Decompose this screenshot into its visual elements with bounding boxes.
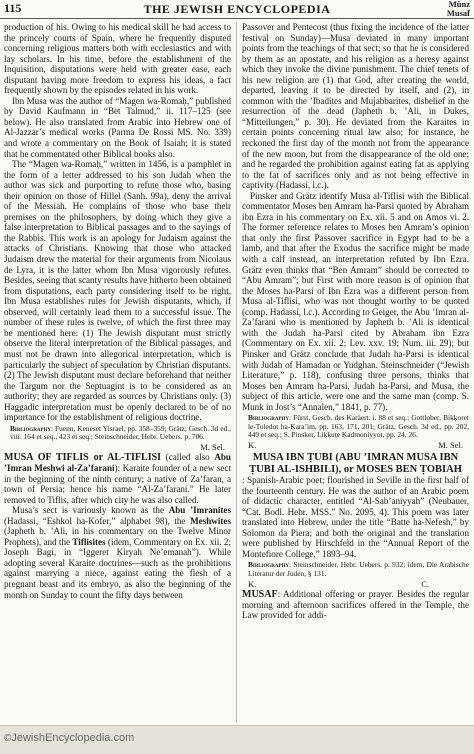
text-run: (Hadassi, “Eshkol ha-Kofer,” alphabet 98), the (4, 515, 191, 526)
keyword-first: Mūnz (448, 0, 470, 9)
bibliography (242, 561, 469, 578)
author-initial: K. (248, 440, 257, 451)
page-header (0, 0, 474, 19)
paragraph: Passover and Pentecost (thus fixing the incidence of the latter festival on Sunday)—Musa deviated in many important points from the teachings of that sect; so that he is considered by them as an apostate, and his religion as a heresy against which they invoke the divine punishment. The chief tenets of his new religion are (1) that God, after creating the world, departed, leaving it to be directed by itself, and (2), in common with the ’Ibadites and Mujabbarites, disbelief in the resurrection of the dead (Japheth b. ’Ali, in Dukes, “Mitteilungen,” p. 30). He deviated from the Karaites in certain points concerning ritual law also; for instance, he reckoned the first day of the month not from the appearance of the new moon, but from the disappearance of the old one; and he regarded the prohibition against eating fat as applying to the fat of sacrifices only and as not being effective in captivity (Hadassi, l.c.). (242, 22, 469, 191)
bibliography (4, 425, 231, 442)
running-title: THE JEWISH ENCYCLOPEDIA (143, 2, 331, 16)
author-signature (242, 579, 429, 589)
copyright-icon: © (4, 733, 12, 744)
entry-headword-musa-ibn-tubi: MUSA IBN ṬUBI (ABU ’IMRAN MUSA IBN ṬUBI AL-ISHBILI), or MOSES BEN ṬOBIAH (249, 452, 462, 475)
sect-name: Tiflisites (72, 536, 106, 547)
text-run: (Japheth b. ’Ali, in his commentary on the Twelve Minor Prophets), and the (4, 526, 231, 547)
footer-watermark[interactable] (4, 732, 134, 744)
keyword-last: Musaf (446, 8, 470, 18)
bibliography-label: Bibliography (248, 413, 290, 423)
author-name: M. Sel. (438, 440, 463, 451)
bibliography (242, 414, 469, 440)
right-column (242, 22, 469, 722)
page-number: 115 (4, 1, 22, 15)
author-signature (242, 440, 463, 450)
bibliography-text: : Fürst, Gesch. des Karäert. i. 88 et seq.; Gottlober, Biḳḳoret le-Toledot ha-Ḳara’im, pp. 163, 171, 201; Grätz, Gesch. 3d ed., pp. 202, 449 et seq.; S. Pinsker, Liḳḳuṭe Ḳadmoniyyot, pp. 24, 26. (248, 413, 469, 440)
sect-name: Abu ’Imranites (168, 505, 231, 516)
entry-headword: MUSAF (242, 588, 278, 600)
left-column (4, 22, 231, 722)
paragraph: : Spanish-Arabic poet; flourished in Seville in the first half of the fourteenth century. He was the author of an Arabic poem of didactic character, entitled “Al-Sab’aniyyah” (Neubauer, “Cat. Bodl. Hebr. MSS.” No. 2095, 4). This poem was later translated into Hebrew, under the title “Batte ha-Nefesh,” by Solomon da Piera; and both the original and the translation were published by Hirschfeld in the “Annual Report of the Montefiore College,” 1893–94. (242, 475, 469, 559)
author-name: C. (421, 578, 429, 589)
site-name: JewishEncyclopedia.com (11, 732, 135, 744)
text-run: Musa’s sect is variously known as the (12, 505, 169, 516)
paragraph: Pinsker and Grätz identify Musa al-Tiflisi with the Biblical commentator Moses ben Amram ha-Parsi quoted by Abraham ibn Ezra in his commentary on Ex. xii. 5 and on Amos vi. 2. The former reference relates to Moses ben Amram’s opinion that only the first Passover sacrifice in Egypt had to be a lamb, and that after the Exodus the sacrifice might be made with a calf instead, an interpretation refuted by Ibn Ezra. Grätz even thinks that “Ben Amram” should be corrected to “Abu Amram”; but First with more reason is of opinion that the Moses ha-Parsi of Ibn Ezra was a different person from Musa al-Tiflisi, who was not thought worthy to be quoted (comp. Hadassi, l.c.). According to Geiger, the Abu ’Imran al-Za’farani who is mentioned by Japheth b. ’Ali is identical with the Judah ha-Parsi cited by Abraham ibn Ezra (Commentary on Ex. xii. 2; Lev. xxv. 19; Num. iii. 29); but Pinsker and Grätz conclude that Judah ha-Parsi is identical with Judah of Hamadan or Yudghan. Steinschneider (“Jewish Literature,” p. 118), confusing three persons, thinks that Moses ben Amram ha-Parsi, Judah ha-Parsi, and Musa, the subject of this article, were one and the same man (comp. S. Munk in Jost’s “Annalen,” 1841, p. 77). (242, 190, 469, 412)
paragraph: Ibn Musa was the author of “Magen wa-Romaḥ,” published by David Kaufmann in “Bet Talmud,” ii. 117–125 (see below). He also translated from Arabic into Hebrew one of Al-Jazzar’s medical works (Parma De Rossi MS. No. 339) and wrote a commentary on the Book of Isaiah; it is stated that he commentated other Biblical books also. (4, 95, 231, 159)
author-initial: K. (248, 578, 257, 589)
paragraph: production of his. Owing to his medical skill he had access to the princely courts of Spain, where he frequently disputed concerning religious matters both with ecclesiastics and with lay scholars. In his time, before the establishment of the Inquisition, disputations were held with greater ease, each disputant having more freedom to express his ideas, a fact frequently shown by the episodes related in his work. (4, 22, 231, 96)
bibliography-text: : Steinschneider, Hebr. Uebers. p. 932; idem, Die Arabische Literatur der Juden, § 131. (248, 560, 469, 578)
entry-alt-name: Abu ’Imran Meshwi al-Za’farani (4, 451, 231, 473)
author-signature: M. Sel. (200, 441, 225, 452)
entry-text: : Additional offering or prayer. Besides the regular morning and afternoon sacrifices offered in the Temple, the Law provided for addi- (242, 588, 469, 621)
bibliography-label: Bibliography (248, 560, 290, 570)
bibliography-text: : Fuenn, Keneset Yisrael, pp. 358–359; Grätz, Gesch. 3d ed., viii. 164 et seq., 423 et seq.; Steinschneider, Hebr. Uebers. p. 706. (10, 423, 231, 442)
entry-musaf (242, 589, 469, 621)
column-divider (236, 22, 237, 722)
bibliography-label: Bibliography (10, 423, 52, 433)
entry-text: (called also (161, 451, 215, 462)
sect-name: Meshwites (190, 515, 231, 526)
footer-bar (0, 725, 474, 754)
running-keywords (447, 0, 470, 18)
paragraph: The “Magen wa-Romaḥ,” written in 1456, is a pamphlet in the form of a letter addressed to his son Judah when the author was sick and purporting to refute those who, basing their opinion on those of Hillel (Sanh. 99a), deny the arrival of the Messiah. He complains of those who base their premises on the philosophers, by doing which they give a false interpretation to Biblical passages and to the sayings of the Rabbis. This work is an apology for Judaism against the attacks of Christians. Knowing that those who attacked Judaism drew the material for their arguments from Nicolaus de Lyra, it is the latter whom Ibn Musa vigorously refutes. Besides, seeing that scanty results have hitherto been obtained from disputations, each party considering itself to be right, Ibn Musa establishes rules for Jewish disputants, which, if observed, will certainly lead them to a successful issue. The number of these rules is twelve, of which the first three may be mentioned here: (1) The Jewish disputant must strictly observe the literal interpretation of the Biblical passages, and must not be drawn into allegorical interpretation, which is particularly the subject of speculation by Christian disputants. (2) The Jewish disputant must declare beforehand that neither the Targum nor the Septuagint is to be considered as an authority; they are regarded as sources by Christians only. (3) Haggadic interpretation must be openly declared to be of no importance for the establishment of religious doctrine. (4, 159, 231, 423)
text-run: (idem, Commentary on Ex. xii. 2; Joseph Bagi, in “Iggeret Ḳiryah Ne’emanah”). While adopting several Karaite doctrines—such as the prohibitions against marrying a niece, against eating the flesh of a pregnant beast and its embryo, as also the beginning of the month on Sunday to count the fifty days between (4, 536, 231, 600)
entry-musa-of-tiflis (4, 452, 231, 505)
paragraph (4, 505, 231, 600)
entry-headword: MUSA OF TIFLIS or AL-TIFLISI (4, 451, 162, 463)
entry-text: ): Karaite founder of a new sect in the beginning of the ninth century; a native of Za’faran, a town of Persia; hence his name “Al-Za’farani.” He later removed to Tiflis, after which city he was also called. (4, 462, 231, 505)
